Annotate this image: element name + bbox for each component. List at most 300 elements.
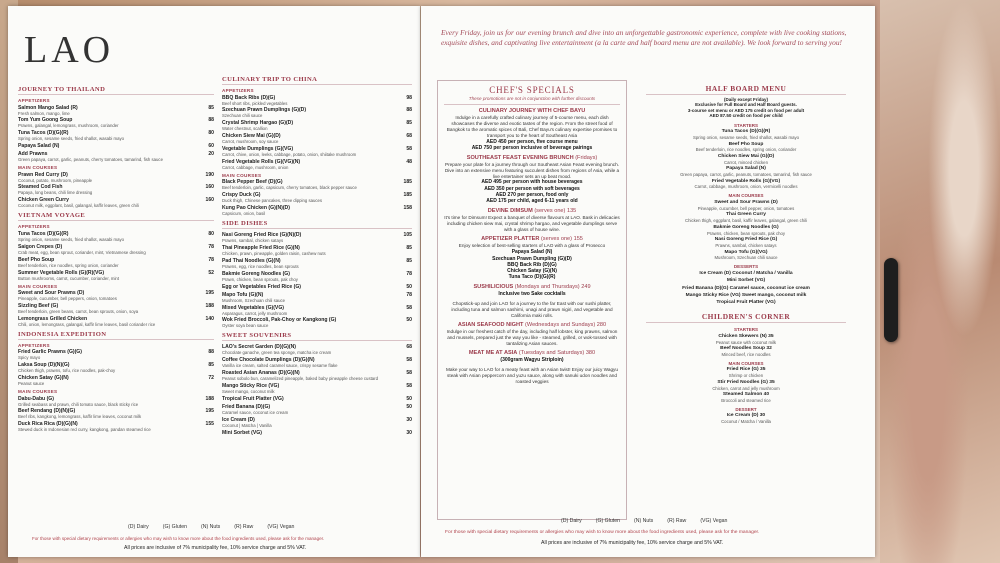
special-price-line: Szechuan Prawn Dumpling (G)(D) [492, 255, 572, 262]
menu-item-name: Coffee Chocolate Dumplings (D)(G)(N) [222, 357, 315, 364]
half-board-column [646, 84, 846, 426]
course-title: MAIN COURSES [728, 360, 764, 366]
menu-item [18, 117, 214, 128]
menu-item-name: Nasi Goreng Fried Rice (G) [714, 237, 778, 243]
menu-item-desc: Beef tenderloin, green beans, carrot, bean sprouts, onion, soya [18, 308, 139, 314]
special-offer [444, 236, 620, 280]
menu-item-desc: Carrot, mushroom, soy sauce [222, 139, 279, 145]
menu-item-name: Chicken Green Curry [18, 197, 69, 204]
menu-item-row [222, 430, 412, 436]
menu-item [18, 303, 214, 314]
special-price-line: Tuna Taco (D)(G)(R) [508, 274, 556, 281]
special-offer [444, 108, 620, 151]
special-schedule: (Fridays) [573, 154, 598, 161]
menu-item-desc: Peanut sobolo bun, caramelized pineapple, baked baby pineapple cheese custard [222, 376, 378, 382]
special-name: APPETIZER PLATTER [481, 236, 540, 243]
special-description: Prepare your plate for a journey through our Southeast Asian Feast evening brunch. Dive into an extensive menu featuring succulent dishes from regions of Asia, while a live entertainer sets an up beat mood. [444, 161, 620, 179]
menu-item [222, 192, 412, 203]
menu-item-name: Prawn Red Curry (D) [18, 171, 68, 178]
legend-item: (G) Gluten [595, 518, 620, 524]
special-description: Enjoy selection of best-selling starters of LAO with a glass of Prosecco [458, 243, 606, 249]
menu-item-name: Kung Pao Chicken (G)(N)(D) [222, 205, 290, 212]
menu-item-name: Egg or Vegetables Fried Rice (G) [222, 283, 301, 290]
menu-item [18, 151, 214, 162]
menu-item [222, 344, 412, 355]
menu-item-desc: Sweet mango, coconut milk [222, 389, 275, 395]
half-board-title: HALF BOARD MENU [646, 84, 846, 95]
menu-item-name: Wok Fried Broccoli, Pak-Choy or Kangkong (G) [222, 317, 337, 324]
menu-item-desc: Button mushrooms, carrot, cucumber, coriander, mint [18, 275, 120, 281]
section-title: JOURNEY TO THAILAND [18, 86, 214, 95]
menu-item-name: Salmon Mango Salad (R) [18, 104, 78, 111]
menu-item-desc: Mushroom, Szechuan chili sauce [222, 297, 286, 303]
menu-item-price: 80 [208, 130, 214, 137]
special-price-line: AED 350 per person with soft beverages [484, 185, 580, 192]
dietary-note: For those with special dietary requirements or allergies who may wish to know more about the food ingredients used, please ask for the manager. [32, 536, 325, 541]
menu-item [222, 133, 412, 144]
menu-column-2 [222, 72, 412, 438]
menu-item [646, 278, 846, 284]
menu-item-price: 85 [208, 362, 214, 369]
menu-item-desc: Beef tenderloin, rice noodles, spring onion, coriander [695, 147, 797, 153]
menu-item-name: Beef Pho Soup [728, 141, 764, 147]
menu-item [222, 271, 412, 282]
menu-item [222, 396, 412, 402]
menu-item-price: 88 [208, 117, 214, 124]
menu-item-desc: Vanilla ice cream, salted caramel sauce, crispy sesame flake [222, 363, 338, 369]
menu-item-name: Fried Garlic Prawns (G)(G) [18, 349, 82, 356]
menu-item-name: Steamed Cod Fish [18, 184, 63, 191]
menu-item-desc: Coconut / Matcha / Vanilla [721, 419, 771, 425]
background-marble [880, 0, 1000, 563]
menu-item-desc: Papaya, long beans, chili lime dressing [18, 190, 93, 196]
menu-item-price: 185 [403, 192, 412, 199]
menu-item [646, 200, 846, 211]
menu-item [222, 205, 412, 216]
special-price-line: Chicken Satay (G)(N) [507, 268, 557, 275]
special-description: Make your way to LAO for a meaty feast with an Asian twist! Enjoy our juicy Wagyu steak with Asian peppercorn and yuzu sauce, along with sanuki udon noodles and roasted veggies [445, 367, 619, 385]
menu-item [222, 120, 412, 131]
menu-item-price: 58 [406, 146, 412, 153]
special-heading [444, 236, 620, 242]
menu-item [18, 172, 214, 183]
menu-item-price: 195 [205, 408, 214, 415]
menu-item [18, 290, 214, 301]
half-board-groups [646, 123, 846, 307]
menu-item-desc: Coconut, potato, mushroom, pineapple [18, 177, 93, 183]
menu-item-desc: Chicken, prawn, pineapple, golden raisin, cashew nuts [222, 251, 326, 257]
menu-item [646, 179, 846, 190]
menu-item [222, 383, 412, 394]
menu-item-desc: Chili, onion, lemongrass, galangal, kaffir lime leaves, basil coriander rice [18, 321, 156, 327]
menu-item [18, 257, 214, 268]
vat-note: All prices are inclusive of 7% municipality fee, 10% service charge and 5% VAT. [541, 540, 724, 546]
menu-item-desc: Capsicum, onion, basil [222, 211, 266, 217]
menu-item-price: 50 [406, 396, 412, 403]
specials-list [444, 108, 620, 385]
special-name: CULINARY JOURNEY WITH CHEF BAYU [478, 108, 586, 114]
menu-item [646, 380, 846, 391]
menu-item-name: Crystal Shrimp Hargao (G)(D) [222, 120, 294, 127]
menu-item-price: 98 [406, 94, 412, 101]
menu-item-name: Ice Cream (D) [222, 416, 255, 423]
menu-item-price: 88 [208, 349, 214, 356]
menu-item [222, 146, 412, 157]
section-title: SIDE DISHES [222, 220, 412, 229]
subsection-title: MAIN COURSES [18, 389, 58, 395]
menu-item-name: Pad Thai Noodles (G)(N) [222, 258, 281, 265]
subsection-title: APPETIZERS [18, 98, 50, 103]
menu-item-desc: Beef tenderloin, garlic, capsicum, cherry tomatoes, black pepper sauce [222, 185, 357, 191]
menu-item-name: Tom Yum Goong Soup [18, 117, 73, 124]
menu-item-price: 58 [406, 304, 412, 311]
subsection-title: MAIN COURSES [18, 283, 58, 289]
menu-item-name: Ice Cream (D) Coconut / Matcha / Vanilla [699, 270, 793, 276]
allergen-legend [128, 524, 294, 530]
menu-item-desc: Carrot, minced chicken [724, 159, 768, 165]
menu-item-name: LAO's Secret Garden (D)(G)(N) [222, 344, 296, 351]
menu-item-price: 78 [208, 256, 214, 263]
menu-item-desc: Peanut sauce [18, 381, 45, 387]
subsection-title: APPETIZERS [222, 88, 254, 93]
menu-column-1 [18, 82, 214, 434]
menu-item-name: Mango Sticky Rice (VG) Sweet mango, coconut milk [685, 293, 807, 299]
section-title: INDONESIA EXPEDITION [18, 331, 214, 340]
menu-item-name: Mango Sticky Rice (VG) [222, 383, 280, 390]
special-price-line: AED 270 per person, food only [495, 192, 569, 199]
menu-item-row [222, 284, 412, 290]
special-offer [444, 155, 620, 205]
menu-item [18, 197, 214, 208]
promotion-note: These promotions are not in conjunction with further discounts [444, 96, 620, 105]
menu-item-desc: Beef tenderloin, rice noodles, spring onion, coriander [18, 262, 119, 268]
menu-item-desc: Mushroom, Szechuan chili sauce [714, 255, 778, 261]
menu-item-name: Chicken Satay (G)(N) [18, 375, 69, 382]
menu-item-name: Stir Fried Noodles (G) 35 [717, 379, 775, 385]
menu-item-desc: Szechuan chili sauce [222, 113, 263, 119]
special-heading [444, 155, 620, 161]
menu-item-name: Tuna Tacos (D)(G)(R) [721, 129, 771, 135]
menu-item [18, 184, 214, 195]
menu-item [222, 179, 412, 190]
menu-item-desc: Crab meat, egg, bean sprout, coriander, mint, Vietnamese dressing [18, 249, 146, 255]
menu-item [222, 292, 412, 303]
menu-item-name: Tropical Fruit Platter (VG) [716, 300, 776, 306]
menu-item [222, 305, 412, 316]
menu-item-desc: Carrot, chive, onion, leeks, cabbage, potato, onion, shiitake mushroom [222, 152, 357, 158]
menu-item [18, 421, 214, 432]
course-title: DESSERT [735, 406, 757, 412]
menu-item [222, 245, 412, 256]
menu-item-price: 50 [406, 317, 412, 324]
menu-item-name: Fried Vegetable Rolls (G)(VG) [711, 178, 781, 184]
menu-item [222, 284, 412, 290]
menu-item-name: Crispy Duck (G) [222, 192, 261, 199]
menu-item-desc: Prawns, sambal, chicken satays [715, 242, 777, 248]
special-name: MEAT ME AT ASIA [468, 350, 518, 357]
menu-item-name: Papaya Salad (N) [18, 143, 60, 150]
legend-item: (R) Raw [234, 524, 254, 530]
menu-item-name: Sweet and Sour Prawns (D) [714, 199, 778, 205]
menu-item [18, 349, 214, 360]
menu-item [18, 408, 214, 419]
menu-item-desc: Spring onion, sesame seeds, fried shallot, wasabi mayo [692, 134, 800, 140]
menu-item-name: Black Pepper Beef (D)(G) [222, 179, 283, 186]
menu-item [18, 270, 214, 281]
menu-item-desc: Fresh salmon, mango, lime [18, 110, 70, 116]
menu-item-desc: Shrimp or chicken [728, 373, 764, 379]
menu-item [646, 166, 846, 177]
menu-item-name: Steamed Salmon 40 [722, 392, 770, 398]
special-heading [444, 350, 620, 356]
menu-item-price: 140 [205, 315, 214, 322]
logo: LAO [24, 29, 115, 71]
menu-item-name: Tuna Tacos (D)(G)(R) [18, 130, 69, 137]
menu-item-price: 88 [406, 107, 412, 114]
menu-item-name: Laksa Soup (D)(N)(G) [18, 362, 70, 369]
special-name: SUSHILICIOUS [473, 284, 514, 291]
menu-item [18, 143, 214, 149]
half-board-note: 3-course set menu or AED 175 credit on food per adult [687, 107, 805, 113]
menu-item [222, 430, 412, 436]
menu-item-name: Vegetable Dumplings (G)(VG) [222, 146, 294, 153]
menu-item-name: Sizzling Beef (G) [18, 302, 59, 309]
chefs-specials-box [437, 80, 627, 520]
menu-item-desc: Grilled seabass and prawn, chili tomato sauce, black sticky rice [18, 401, 139, 407]
course-title: STARTERS [734, 327, 758, 333]
menu-item-price: 58 [406, 383, 412, 390]
menu-item-name: Beef Pho Soup [18, 256, 55, 263]
special-description: Chopstick-up and join LAO for a journey to the far East with our sushi platter, including tuna and salmon sashimi, unagi and prawn nigiri, and vegetable and California maki rolls. [451, 301, 613, 318]
special-price-line: AED 495 per person with house beverages [481, 179, 583, 186]
special-price-line: AED 750 per person inclusive of beverage pairings [471, 144, 593, 151]
childrens-groups [646, 327, 846, 424]
menu-item-price: 78 [406, 270, 412, 277]
menu-item-price: 160 [205, 197, 214, 204]
menu-item [222, 95, 412, 106]
menu-item-name: Roasted Asian Ananas (D)(G)(N) [222, 370, 300, 377]
menu-item [646, 334, 846, 345]
section-title: CULINARY TRIP TO CHINA [222, 76, 412, 85]
legend-item: (N) Nuts [200, 524, 221, 530]
special-price-line: AED 175 per child, aged 6-11 years old [486, 198, 578, 205]
special-schedule: (Mondays and Thursdays) 249 [513, 284, 591, 291]
menu-item [18, 244, 214, 255]
menu-item-name: Bakmie Goreng Noodles (G) [222, 270, 290, 277]
special-price-line: Inclusive two Sake cocktails [498, 291, 566, 298]
legend-item: (G) Gluten [162, 524, 187, 530]
special-offer [444, 350, 620, 363]
menu-item-name: Papaya Salad (N) [726, 166, 766, 172]
menu-item-price: 85 [208, 104, 214, 111]
menu-item-name: Mapo Tofu (G)(N) [222, 291, 264, 298]
subsection-title: MAIN COURSES [222, 172, 262, 178]
menu-page-right [421, 6, 875, 557]
menu-item [18, 396, 214, 407]
menu-item [646, 346, 846, 357]
legend-item: (N) Nuts [633, 518, 654, 524]
special-name: SOUTHEAST FEAST EVENING BRUNCH [466, 154, 574, 161]
subsection-title: MAIN COURSES [18, 165, 58, 171]
menu-item-price: 72 [208, 375, 214, 382]
menu-item-price: 160 [205, 184, 214, 191]
special-heading [444, 284, 620, 290]
menu-item-name: BBQ Back Ribs (D)(G) [222, 94, 276, 101]
brunch-intro: Every Friday, join us for our evening brunch and dive into an unforgettable gastronomic experience, complete with live cooking stations, exquisite dishes, and captivating live entertainment (a la carte and half board menu are not available). We look forward to serving you! [441, 28, 847, 47]
menu-item-name: Thai Green Curry [726, 212, 766, 218]
menu-item-desc: Coconut | Matcha | Vanilla [222, 422, 272, 428]
menu-item-name: Mixed Vegetables (G)(VG) [222, 304, 284, 311]
menu-item-price: 20 [208, 151, 214, 158]
menu-item [18, 105, 214, 116]
menu-item [222, 370, 412, 381]
menu-item-desc: Pineapple, cucumber, bell pepper, onion, tomatoes [697, 205, 795, 211]
menu-item-row [222, 396, 412, 402]
menu-item-desc: Pineapple, cucumber, bell peppers, onion, tomatoes [18, 296, 117, 302]
menu-item-price: 190 [205, 171, 214, 178]
special-schedule: (serves one) 155 [539, 236, 583, 243]
menu-item [222, 107, 412, 118]
menu-item [646, 300, 846, 306]
menu-item-price: 60 [208, 143, 214, 150]
menu-item-name: Mini Sorbet (VG) [222, 429, 262, 436]
menu-item [646, 250, 846, 261]
menu-page-left [8, 6, 420, 557]
subsection-title: APPETIZERS [18, 224, 50, 230]
menu-item-desc: Water chestnut, scallion [222, 126, 268, 132]
menu-item [222, 357, 412, 368]
menu-item-desc: Asparagus, carrot, jelly mushroom [222, 310, 288, 316]
menu-item-desc: Prawns, sambal, chicken satays [222, 238, 284, 244]
menu-item-name: Chicken Siew Mai (G)(D) [222, 133, 281, 140]
special-price-line: AED 450 per person, five course menu [486, 138, 578, 145]
special-schedule: (Wednesdays and Sundays) 280 [523, 322, 607, 329]
menu-item-price: 188 [205, 302, 214, 309]
menu-item-name: Lemongrass Grilled Chicken [18, 315, 88, 322]
menu-item-name: Chicken Skewers (N) 35 [718, 333, 774, 339]
menu-item-price: 78 [406, 291, 412, 298]
menu-item [646, 271, 846, 277]
legend-item: (D) Dairy [561, 518, 582, 524]
menu-item-name: Fried Vegetable Rolls (G)(VG)(N) [222, 158, 301, 165]
special-description: Indulge in our freshest catch of the day, including half lobster, king prawns, salmon and mussels, prepared just the way you like - steamed, grilled, or wok-tossed with tantalizing Asian sauces. [446, 329, 618, 347]
menu-item-desc: Minced beef, rice noodles [721, 351, 771, 357]
menu-item-desc: Green papaya, carrot, garlic, peanuts, cherry tomatoes, tamarind, fish sauce [18, 157, 163, 163]
course-title: STARTERS [734, 122, 758, 128]
special-price-line: Papaya Salad (N) [511, 249, 553, 256]
menu-item-price: 68 [406, 344, 412, 351]
menu-item-name: Ice Cream (D) 30 [726, 413, 766, 419]
special-name: DEVINE DIMSUM [487, 208, 533, 215]
menu-item-name: Bakmie Goreng Noodles (G) [713, 224, 779, 230]
menu-item-desc: Broccoli and steamed rice [721, 397, 771, 403]
special-offer [444, 322, 620, 347]
special-offer [444, 284, 620, 297]
special-description: Indulge in a carefully crafted culinary journey of 5-course menu, each dish showcases the diverse and exotic tastes of the region. From the street food of Bangkok to the aromatic spices of Bali, Chef Bayu's culinary expertise promises to transport you to the heart of Southeast Asia [446, 115, 618, 138]
menu-item [646, 212, 846, 223]
menu-item [18, 231, 214, 242]
menu-item [18, 362, 214, 373]
special-heading [444, 208, 620, 214]
menu-item [222, 417, 412, 428]
special-price-line: (300gram Wagyu Striploin) [500, 357, 564, 364]
menu-item [646, 154, 846, 165]
menu-item-price: 78 [208, 243, 214, 250]
menu-item-desc: Chocolate ganache, green tea sponge, matcha ice cream [222, 350, 332, 356]
menu-item-desc: Prawns, egg, rice noodles, bean sprouts [222, 264, 299, 270]
menu-item-desc: Chicken thigh, prawns, tofu, rice noodles, pak-choy [18, 368, 116, 374]
special-schedule: (serves one) 135 [532, 208, 577, 215]
menu-item-price: 80 [208, 230, 214, 237]
menu-item-name: Dabu-Dabu (G) [18, 395, 54, 402]
menu-item [646, 129, 846, 140]
special-offer [444, 301, 620, 319]
menu-item-price: 30 [406, 416, 412, 423]
menu-item-desc: Green papaya, carrot, garlic, peanuts, tomatoes, tamarind, fish sauce [680, 172, 812, 178]
menu-item [18, 130, 214, 141]
menu-item-name: Chicken Siew Mai (G)(D) [717, 153, 775, 159]
menu-item-name: Beef Rendang (D)(N)(G) [18, 408, 76, 415]
menu-item-price: 105 [403, 232, 412, 239]
childrens-corner-title: CHILDREN'S CORNER [646, 312, 846, 323]
menu-item [646, 413, 846, 424]
legend-item: (R) Raw [667, 518, 687, 524]
menu-item-name: Saigon Crepes (D) [18, 243, 63, 250]
special-schedule: (Tuesdays and Saturdays) 380 [517, 350, 596, 357]
menu-item-price: 58 [406, 370, 412, 377]
menu-item-desc: Prawns, chicken, bean sprouts, pak choy [706, 230, 786, 236]
menu-item [18, 316, 214, 327]
menu-item-price: 185 [403, 179, 412, 186]
menu-item-price: 58 [406, 357, 412, 364]
half-board-note: AED 87.50 credit on food per child [709, 113, 783, 119]
course-title: MAIN COURSES [728, 193, 764, 199]
special-offer [444, 208, 620, 233]
menu-item [18, 375, 214, 386]
half-board-daily: (Daily except Friday) [723, 97, 768, 102]
legend-item: (D) Dairy [128, 524, 149, 530]
menu-item [222, 317, 412, 328]
menu-item-desc: Spring onion, sesame seeds, fried shallot, wasabi mayo [18, 136, 125, 142]
menu-item-desc: Spicy mayo [18, 355, 41, 361]
special-heading [444, 108, 620, 114]
menu-item-price: 50 [406, 403, 412, 410]
legend-item: (VG) Vegan [267, 524, 295, 530]
menu-item-name: Mapo Tofu (G)(VG) [724, 249, 768, 255]
section-title: SWEET SOUVENIRS [222, 332, 412, 341]
subsection-title: APPETIZERS [18, 342, 50, 348]
menu-item-price: 52 [208, 269, 214, 276]
menu-item-desc: Coconut milk, eggplant, basil, galangal, kaffir leaves, green chili [18, 203, 139, 209]
menu-item-desc: Prawns, galangal, lemongrass, mushroom, coriander [18, 123, 119, 129]
menu-item-price: 188 [205, 395, 214, 402]
menu-item-name: Nasi Goreng Fried Rice (G)(N)(D) [222, 232, 302, 239]
menu-item-desc: Carrot, cabbage, mushroom, onion [222, 164, 289, 170]
vat-note: All prices are inclusive of 7% municipality fee, 10% service charge and 5% VAT. [124, 545, 307, 551]
menu-item [646, 392, 846, 403]
menu-item-name: Mini Sorbet (VG) [726, 278, 766, 284]
section-title: VIETNAM VOYAGE [18, 212, 214, 221]
menu-item-name: Tropical Fruit Platter (VG) [222, 396, 284, 403]
menu-item-name: Add Prawns [18, 151, 48, 158]
menu-item-desc: Prawn, chicken, bean sprouts, pak choy [222, 276, 298, 282]
legend-item: (VG) Vegan [700, 518, 728, 524]
menu-item-price: 68 [406, 133, 412, 140]
menu-item-name: Beef Noodles Soup 32 [720, 346, 772, 352]
menu-item [222, 232, 412, 243]
menu-item-price: 85 [406, 245, 412, 252]
menu-item-name: Duck Rica Rica (D)(G)(N) [18, 421, 78, 428]
